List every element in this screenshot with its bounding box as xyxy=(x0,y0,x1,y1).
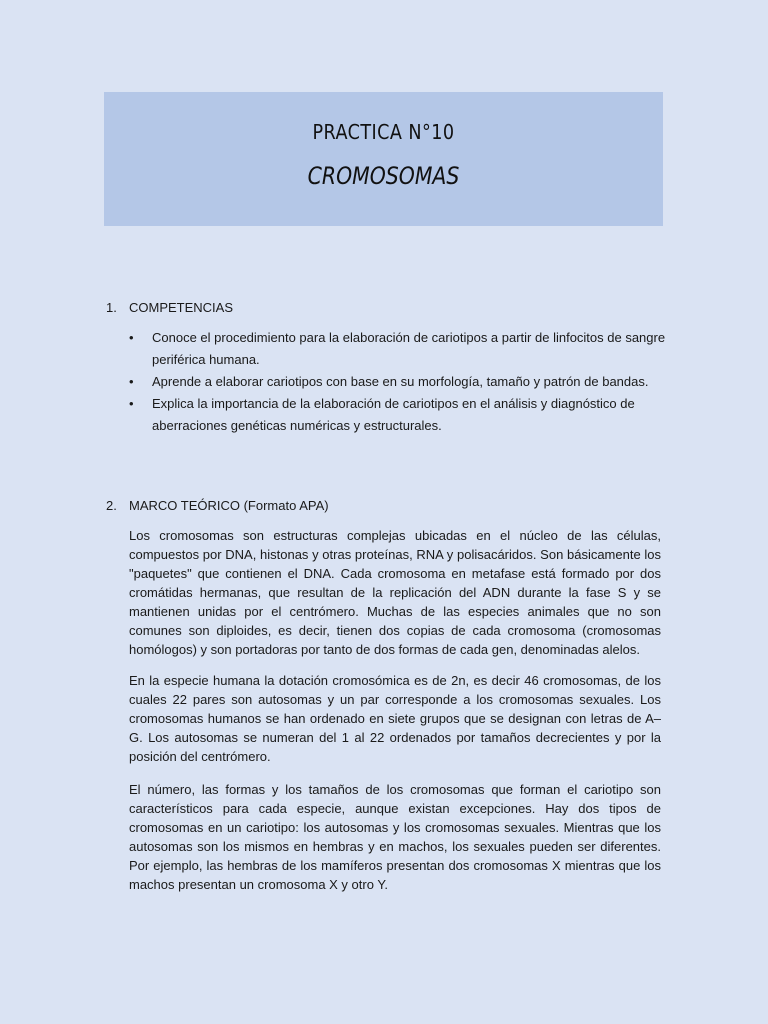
title-box xyxy=(104,92,663,226)
paragraph: En la especie humana la dotación cromosómica es de 2n, es decir 46 cromosomas, de los cuales 22 pares son autosomas y un par corresponde a los cromosomas sexuales. Los cromosomas humanos se han ordenado en siete grupos que se designan con letras de A–G. Los autosomas se numeran del 1 al 22 ordenados por tamaños decrecientes y por la posición del centrómero. xyxy=(129,673,661,764)
section-heading-marco-teorico xyxy=(106,498,329,513)
bullet-icon: • xyxy=(129,374,134,389)
practice-subtitle: CROMOSOMAS xyxy=(307,162,460,190)
list-item-text: Aprende a elaborar cariotipos con base en su morfología, tamaño y patrón de bandas. xyxy=(152,374,649,389)
list-item-text: Explica la importancia de la elaboración de cariotipos en el análisis y diagnóstico de aberraciones genéticas numéricas y estructurales. xyxy=(152,396,635,433)
bullet-icon: • xyxy=(129,330,134,345)
list-item-text: Conoce el procedimiento para la elaboración de cariotipos a partir de linfocitos de sangre periférica humana. xyxy=(152,330,666,367)
paragraph: Los cromosomas son estructuras complejas ubicadas en el núcleo de las células, compuestos por DNA, histonas y otras proteínas, RNA y polisacáridos. Son básicamente los "paquetes" que contienen el DNA. Cada cromosoma en metafase está formado por dos cromátidas hermanas, que resultan de la replicación del ADN durante la fase S y se mantienen unidas por el centrómero. Muchas de las especies animales que no son comunes son diploides, es decir, tienen dos copias de cada cromosoma (cromosomas homólogos) y son portadoras por tanto de dos formas de cada gen, denominadas alelos. xyxy=(129,528,661,657)
list-item xyxy=(129,393,669,437)
list-item xyxy=(129,371,669,393)
practice-title: PRACTICA N°10 xyxy=(312,120,455,144)
bullet-icon: • xyxy=(129,396,134,411)
section-number: 1. xyxy=(106,300,117,315)
section-title: COMPETENCIAS xyxy=(129,300,234,315)
paragraph: El número, las formas y los tamaños de los cromosomas que forman el cariotipo son característicos para cada especie, aunque existan excepciones. Hay dos tipos de cromosomas en un cariotipo: los autosomas y los cromosomas sexuales. Mientras que los autosomas son los mismos en hembras y en machos, los sexuales pueden ser diferentes. Por ejemplo, las hembras de los mamíferos presentan dos cromosomas X mientras que los machos presentan un cromosoma X y otro Y. xyxy=(129,782,661,892)
section-title: MARCO TEÓRICO (Formato APA) xyxy=(129,498,329,513)
section-number: 2. xyxy=(106,498,117,513)
section-heading-competencias xyxy=(106,300,233,315)
list-item xyxy=(129,327,669,371)
competencias-list xyxy=(129,327,669,437)
